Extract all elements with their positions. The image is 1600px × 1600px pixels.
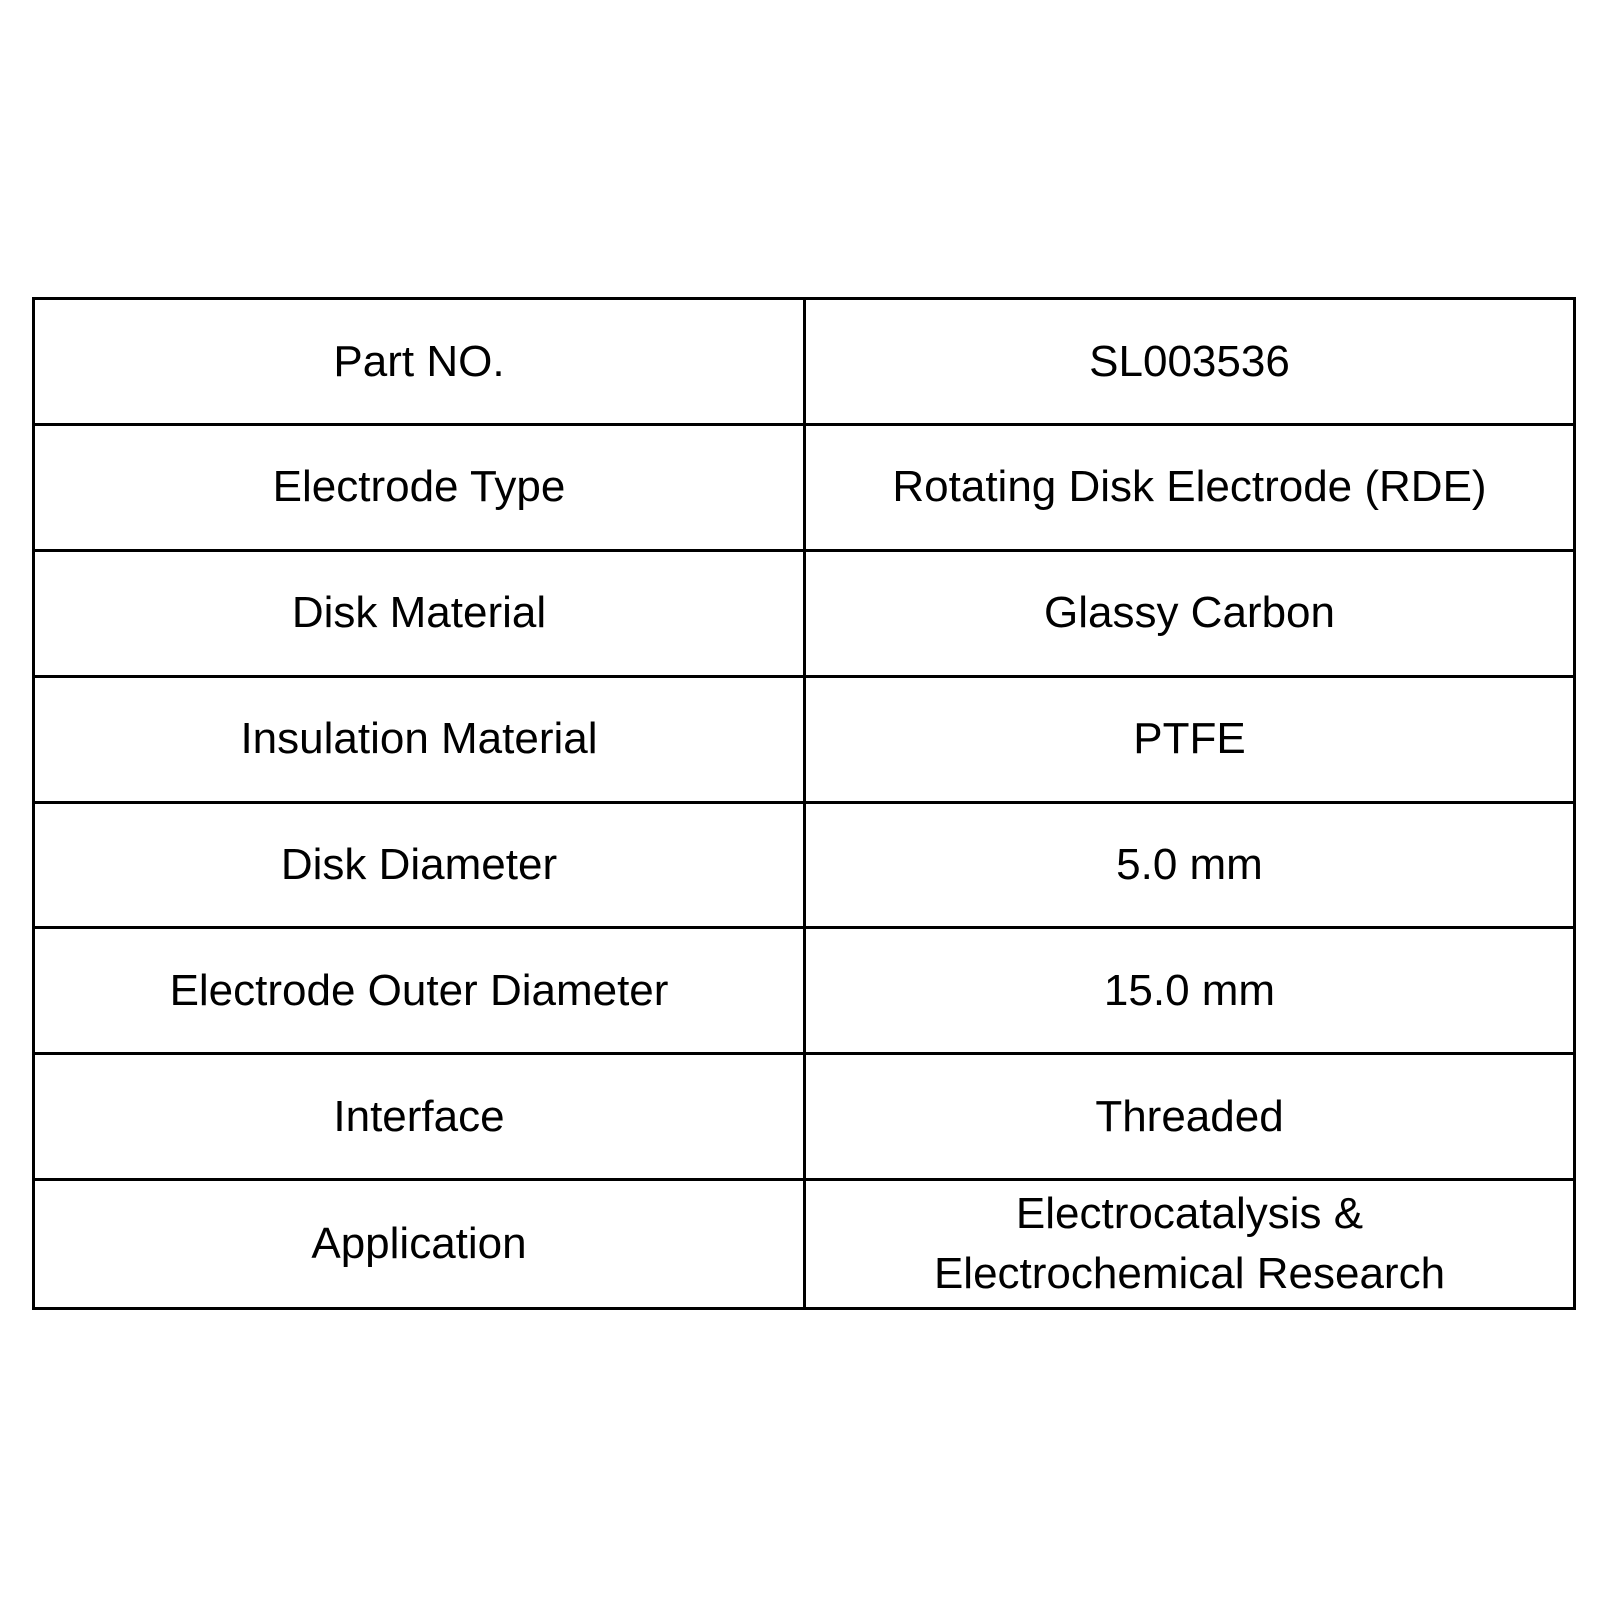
row-label-part-no: Part NO. — [35, 300, 806, 426]
row-value-disk-diameter: 5.0 mm — [806, 804, 1573, 930]
row-label-insulation-material: Insulation Material — [35, 678, 806, 804]
row-label-electrode-outer-diameter: Electrode Outer Diameter — [35, 929, 806, 1055]
row-label-electrode-type: Electrode Type — [35, 426, 806, 552]
row-value-insulation-material: PTFE — [806, 678, 1573, 804]
row-label-application: Application — [35, 1181, 806, 1307]
row-value-electrode-type: Rotating Disk Electrode (RDE) — [806, 426, 1573, 552]
row-label-disk-material: Disk Material — [35, 552, 806, 678]
row-value-part-no: SL003536 — [806, 300, 1573, 426]
row-value-application — [806, 1181, 1573, 1307]
row-value-interface: Threaded — [806, 1055, 1573, 1181]
row-label-disk-diameter: Disk Diameter — [35, 804, 806, 930]
row-label-interface: Interface — [35, 1055, 806, 1181]
application-line-1: Electrocatalysis & — [1015, 1189, 1364, 1239]
row-value-disk-material: Glassy Carbon — [806, 552, 1573, 678]
application-line-2: Electrochemical Research — [933, 1249, 1446, 1299]
row-value-electrode-outer-diameter: 15.0 mm — [806, 929, 1573, 1055]
application-lines — [934, 1184, 1445, 1304]
spec-table — [32, 297, 1576, 1310]
